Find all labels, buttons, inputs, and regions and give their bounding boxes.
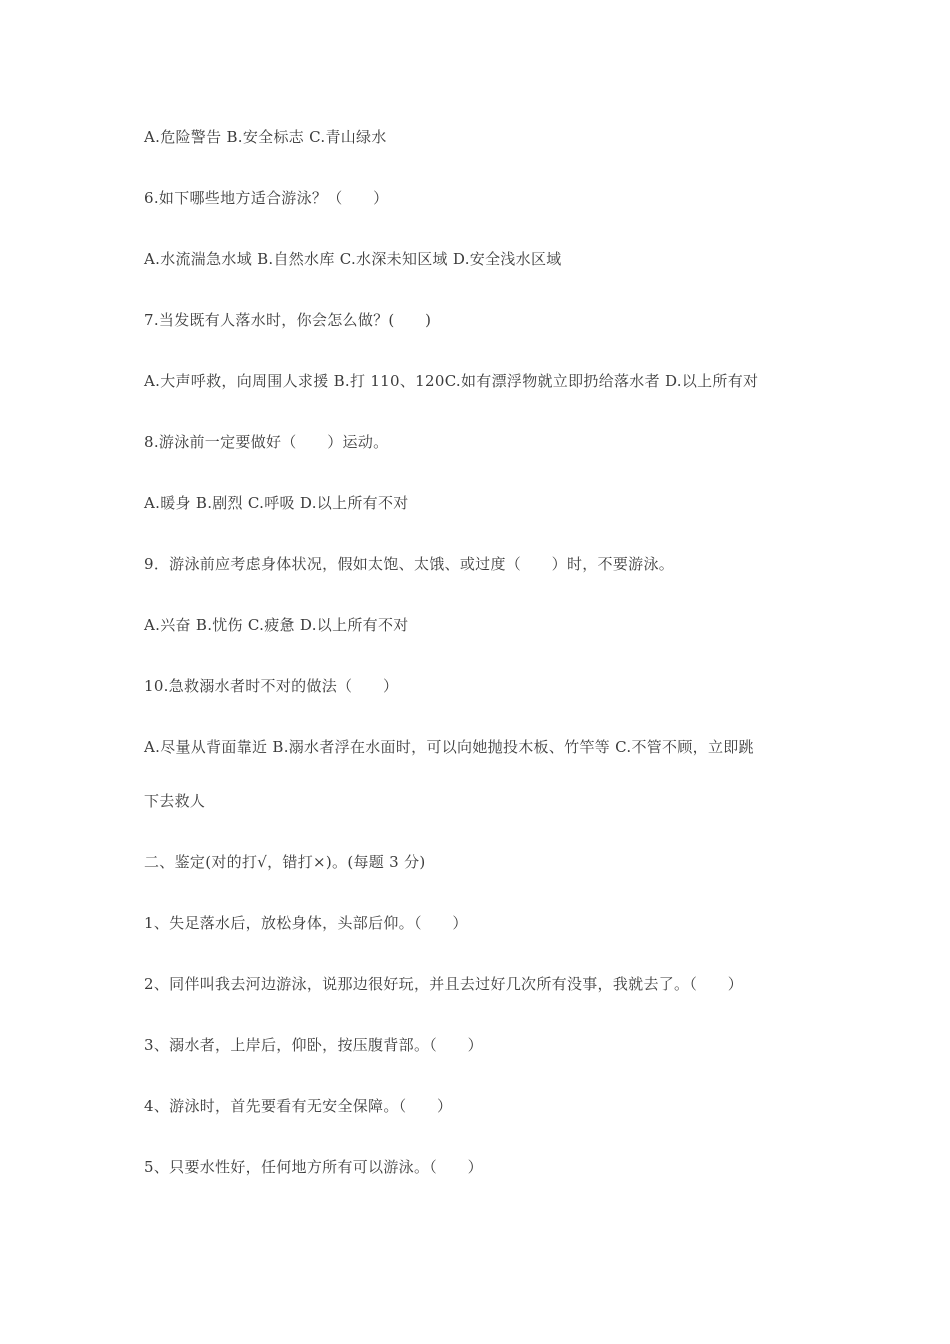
question-8: 8.游泳前一定要做好（ ）运动。 (144, 433, 389, 451)
q9-options: A.兴奋 B.忧伤 C.疲惫 D.以上所有不对 (144, 616, 409, 634)
judgement-item-3: 3、溺水者，上岸后，仰卧，按压腹背部。（ ） (144, 1036, 483, 1054)
question-10: 10.急救溺水者时不对的做法（ ） (144, 677, 399, 695)
question-9: 9．游泳前应考虑身体状况，假如太饱、太饿、或过度（ ）时，不要游泳。 (144, 555, 675, 573)
q7-options: A.大声呼救，向周围人求援 B.打 110、120C.如有漂浮物就立即扔给落水者 D.以上所有对 (144, 372, 759, 390)
judgement-item-1: 1、失足落水后，放松身体，头部后仰。（ ） (144, 914, 468, 932)
judgement-item-5: 5、只要水性好，任何地方所有可以游泳。（ ） (144, 1158, 483, 1176)
judgement-item-4: 4、游泳时，首先要看有无安全保障。（ ） (144, 1097, 453, 1115)
section-heading-judgement: 二、鉴定(对的打√，错打×)。(每题 3 分) (144, 853, 426, 871)
q10-options: A.尽量从背面靠近 B.溺水者浮在水面时，可以向她抛投木板、竹竿等 C.不管不顾，立即跳 (144, 738, 754, 756)
question-7: 7.当发既有人落水时，你会怎么做？( ) (144, 311, 432, 329)
q10-options-continued: 下去救人 (144, 792, 206, 810)
q6-options: A.水流湍急水域 B.自然水库 C.水深未知区域 D.安全浅水区域 (144, 250, 562, 268)
q5-options: A.危险警告 B.安全标志 C.青山绿水 (144, 128, 387, 146)
q8-options: A.暖身 B.剧烈 C.呼吸 D.以上所有不对 (144, 494, 409, 512)
question-6: 6.如下哪些地方适合游泳？（ ） (144, 189, 389, 207)
judgement-item-2: 2、同伴叫我去河边游泳，说那边很好玩，并且去过好几次所有没事，我就去了。（ ） (144, 975, 744, 993)
